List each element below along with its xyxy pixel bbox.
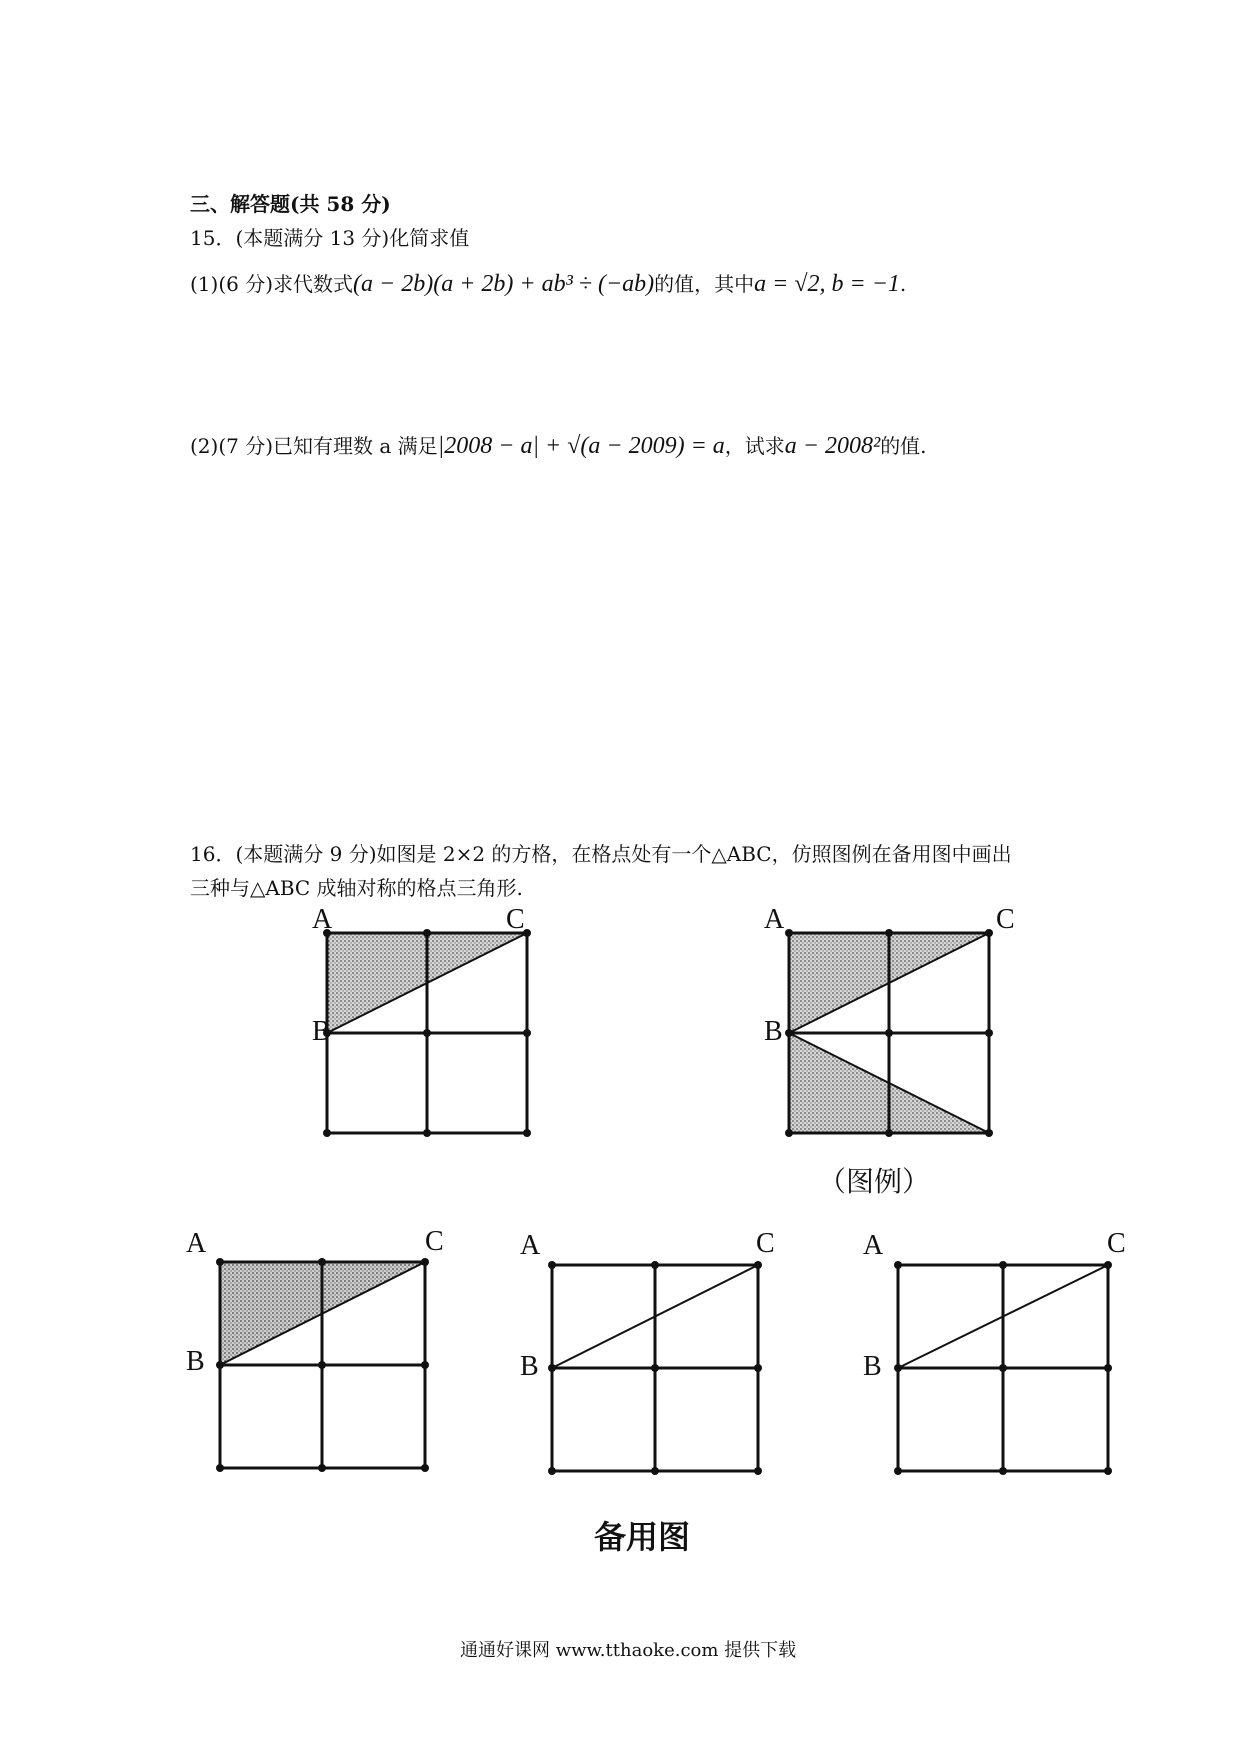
q15-part2-end: 的值. xyxy=(880,434,927,458)
figure-spare-2 xyxy=(510,1220,780,1480)
page-footer: 通通好课网 www.tthaoke.com 提供下载 xyxy=(460,1640,797,1661)
q15-part1-condition: a = √2, b = −1 xyxy=(754,271,900,297)
q15-part2-expression: |2008 − a| + √(a − 2009) = a xyxy=(437,433,725,459)
label-c: C xyxy=(1107,1228,1126,1259)
figure-spare-3 xyxy=(855,1220,1135,1480)
label-a: A xyxy=(764,904,785,935)
q15-heading: 15．(本题满分 13 分)化简求值 xyxy=(190,226,470,250)
example-caption: （图例） xyxy=(818,1165,931,1198)
q16-line2: 三种与△ABC 成轴对称的格点三角形. xyxy=(190,876,523,900)
label-c: C xyxy=(996,904,1015,935)
label-c: C xyxy=(756,1228,775,1259)
label-c: C xyxy=(425,1226,444,1257)
q15-part1-mid: 的值，其中 xyxy=(654,272,755,296)
label-a: A xyxy=(312,904,333,935)
figure-spare-1 xyxy=(180,1220,444,1480)
label-b: B xyxy=(186,1346,205,1377)
q15-part2 xyxy=(190,430,927,460)
q15-part1-end: . xyxy=(899,272,907,296)
label-a: A xyxy=(520,1230,541,1261)
q15-part1 xyxy=(190,268,906,298)
section-title: 三、解答题(共 58 分) xyxy=(190,192,391,216)
label-a: A xyxy=(863,1230,884,1261)
q16-line1: 16．(本题满分 9 分)如图是 2×2 的方格，在格点处有一个△ABC，仿照图例在备用图中画出 xyxy=(190,842,1012,866)
figure-example xyxy=(760,900,1030,1150)
label-b: B xyxy=(764,1016,783,1047)
label-a: A xyxy=(186,1228,207,1259)
q15-part2-target: a − 2008² xyxy=(784,433,881,459)
figure-original xyxy=(300,900,560,1150)
q15-part1-expression: (a − 2b)(a + 2b) + ab³ ÷ (−ab) xyxy=(353,271,655,297)
label-b: B xyxy=(520,1351,539,1382)
label-b: B xyxy=(863,1351,882,1382)
label-b: B xyxy=(312,1016,331,1047)
spare-caption: 备用图 xyxy=(594,1518,691,1556)
q15-part2-prefix: (2)(7 分)已知有理数 a 满足 xyxy=(190,434,438,458)
q15-part2-mid: ，试求 xyxy=(724,434,785,458)
q15-part1-prefix: (1)(6 分)求代数式 xyxy=(190,272,354,296)
label-c: C xyxy=(506,904,525,935)
